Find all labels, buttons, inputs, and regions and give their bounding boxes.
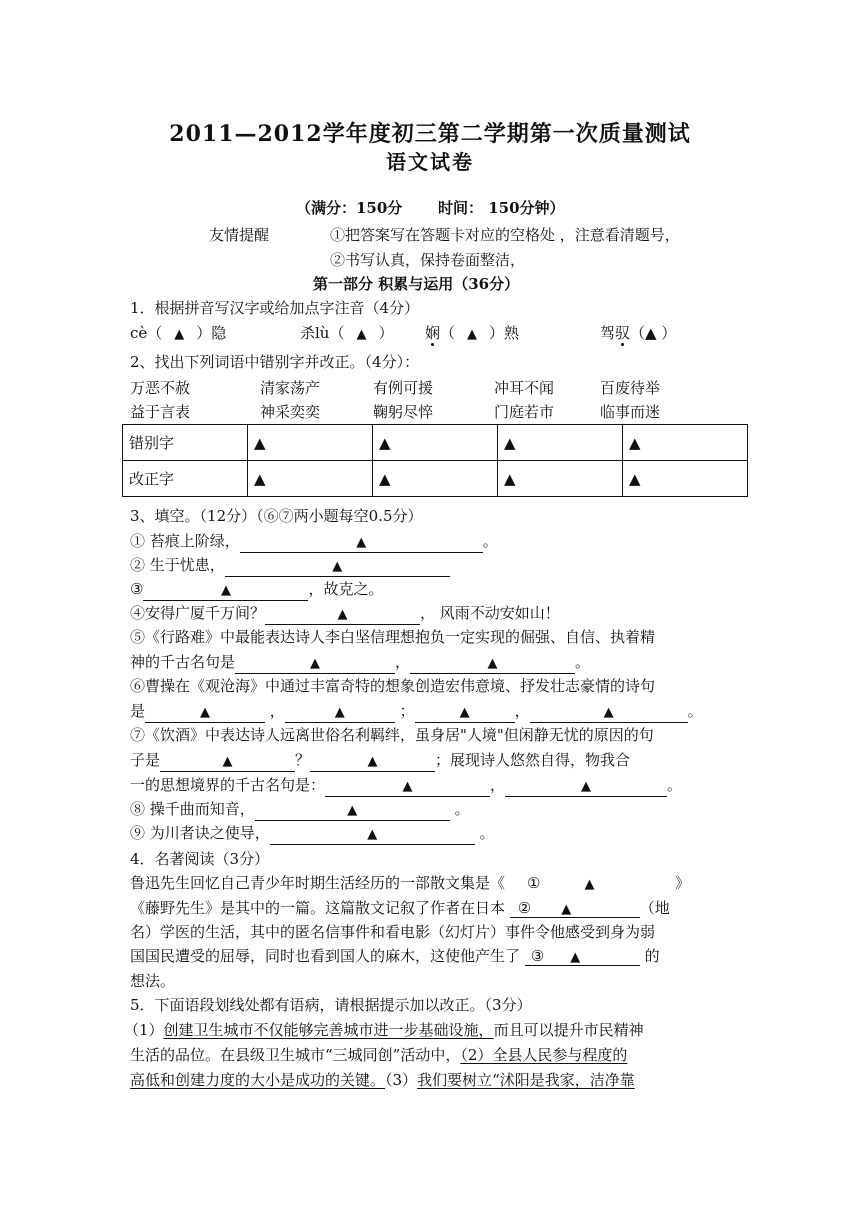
answer-mark: ▲ bbox=[467, 327, 478, 342]
answer-blank[interactable]: ▲ bbox=[235, 655, 395, 674]
q3-line-7c: 一的思想境界的千古名句是： ▲ ， ▲ 。 bbox=[130, 774, 682, 797]
answer-blank[interactable]: ▲ bbox=[145, 704, 265, 723]
q3-line-3: ③ ▲ ，故克之。 bbox=[130, 578, 383, 601]
exam-time: 时间： 150分钟） bbox=[438, 199, 565, 217]
q3-line-6a: ⑥曹操在《观沧海》中通过丰富奇特的想象创造宏伟意境、抒发壮志豪情的诗句 bbox=[130, 677, 656, 695]
q3-line-7a: ⑦《饮酒》中表达诗人远离世俗名利羁绊，虽身居"人境"但闲静无忧的原因的句 bbox=[130, 726, 654, 744]
answer-slot-2[interactable]: ② ▲ bbox=[510, 899, 640, 918]
answer-mark[interactable]: ▲ bbox=[623, 425, 748, 461]
q2-word: 临事而迷 bbox=[600, 403, 661, 421]
q3-line-1: ① 苔痕上阶绿， ▲ 。 bbox=[130, 530, 498, 553]
q3-line-8: ⑧ 操千曲而知音， ▲ 。 bbox=[130, 798, 470, 821]
q2-word: 冲耳不闻 bbox=[494, 379, 555, 397]
q4-line-4: 国国民遭受的屈辱，同时也看到国人的麻木，这使他产生了 ③ ▲ 的 bbox=[130, 947, 660, 965]
q3-line-9: ⑨ 为川者诀之使导， ▲ 。 bbox=[130, 822, 495, 845]
q2-word: 神采奕奕 bbox=[260, 403, 321, 421]
q2-word: 益于言表 bbox=[130, 403, 191, 421]
q3-line-5a: ⑤《行路难》中最能表达诗人李白坚信理想抱负一定实现的倔强、自信、执着精 bbox=[130, 628, 656, 646]
q3-line-6b: 是 ▲ ， ▲ ； ▲ ， ▲ 。 bbox=[130, 700, 703, 723]
q5-line-3: 高低和创建力度的大小是成功的关键。（3）我们要树立“沭阳是我家，洁净靠 bbox=[130, 1071, 635, 1089]
answer-mark[interactable]: ▲ bbox=[248, 425, 373, 461]
answer-blank[interactable]: ▲ bbox=[285, 704, 395, 723]
q3-prompt: 3、填空。（12分）（⑥⑦两小题每空0.5分） bbox=[130, 507, 423, 525]
q4-line-5: 想法。 bbox=[130, 972, 176, 990]
q2-word: 万恶不赦 bbox=[130, 379, 191, 397]
part1-heading: 第一部分 积累与运用（36分） bbox=[313, 275, 520, 293]
q1-prompt: 1．根据拼音写汉字或给加点字注音（4分） bbox=[130, 299, 420, 317]
q2-word: 百废待举 bbox=[600, 379, 661, 397]
row-label: 改正字 bbox=[123, 461, 248, 497]
answer-blank[interactable]: ▲ bbox=[225, 558, 450, 577]
q3-line-2: ② 生于忧患， ▲ bbox=[130, 554, 450, 577]
answer-blank[interactable]: ▲ bbox=[505, 778, 667, 797]
q4-prompt: 4．名著阅读（3分） bbox=[130, 850, 270, 868]
answer-blank[interactable]: ▲ bbox=[530, 704, 688, 723]
q4-line-2: 《藤野先生》是其中的一篇。这篇散文记叙了作者在日本 ② ▲ （地 bbox=[130, 899, 670, 917]
q1-item-3: 娴（ ▲ ）熟 bbox=[425, 322, 519, 346]
answer-slot-1: ① ▲ bbox=[527, 874, 595, 892]
tips-line-1: ①把答案写在答题卡对应的空格处 ，注意看清题号， bbox=[330, 226, 680, 244]
q2-word: 门庭若市 bbox=[494, 403, 555, 421]
answer-mark[interactable]: ▲ bbox=[623, 461, 748, 497]
q2-answer-table bbox=[122, 424, 748, 497]
answer-blank[interactable]: ▲ bbox=[255, 802, 450, 821]
answer-mark: ▲ bbox=[356, 327, 367, 342]
answer-blank[interactable]: ▲ bbox=[265, 606, 420, 625]
q1-item-4: 驾驭（▲ ） bbox=[600, 324, 677, 342]
answer-slot-3[interactable]: ③ ▲ bbox=[525, 947, 640, 966]
q4-line-1: 鲁迅先生回忆自己青少年时期生活经历的一部散文集是《 ① ▲ 》 bbox=[130, 872, 690, 896]
q1-item-2: 杀lù（ ▲ ） bbox=[300, 322, 393, 346]
q3-line-7b: 子是 ▲ ？ ▲ ；展现诗人悠然自得，物我合 bbox=[130, 749, 630, 772]
row-label: 错别字 bbox=[123, 425, 248, 461]
answer-blank[interactable]: ▲ bbox=[240, 534, 483, 553]
answer-blank[interactable]: ▲ bbox=[325, 778, 490, 797]
answer-mark[interactable]: ▲ bbox=[248, 461, 373, 497]
table-row bbox=[123, 425, 748, 461]
q5-prompt: 5．下面语段划线处都有语病，请根据提示加以改正。（3分） bbox=[130, 996, 532, 1014]
exam-title: 2011—2012学年度初三第二学期第一次质量测试 bbox=[169, 121, 691, 147]
answer-blank[interactable]: ▲ bbox=[415, 704, 515, 723]
q3-line-4: ④安得广厦千万间？ ▲ ， 风雨不动安如山！ bbox=[130, 602, 560, 625]
answer-mark[interactable]: ▲ bbox=[373, 461, 498, 497]
answer-mark[interactable]: ▲ bbox=[373, 425, 498, 461]
q2-word: 鞠躬尽悴 bbox=[373, 403, 434, 421]
answer-blank[interactable]: ▲ bbox=[160, 753, 295, 772]
answer-mark: ▲ bbox=[174, 327, 185, 342]
answer-blank[interactable]: ▲ bbox=[143, 582, 308, 601]
exam-subtitle: 语文试卷 bbox=[386, 150, 474, 174]
q2-prompt: 2、找出下列词语中错别字并改正。（4分）： bbox=[130, 353, 420, 371]
tips-label: 友情提醒 bbox=[209, 226, 270, 244]
answer-mark[interactable]: ▲ bbox=[498, 461, 623, 497]
answer-mark[interactable]: ▲ bbox=[498, 425, 623, 461]
q3-line-5b: 神的千古名句是 ▲ ， ▲ 。 bbox=[130, 651, 590, 674]
q5-line-1: （1）创建卫生城市不仅能够完善城市进一步基础设施，而且可以提升市民精神 bbox=[124, 1021, 644, 1039]
answer-blank[interactable]: ▲ bbox=[310, 753, 435, 772]
answer-blank[interactable]: ▲ bbox=[410, 655, 575, 674]
table-row bbox=[123, 461, 748, 497]
answer-blank[interactable]: ▲ bbox=[270, 826, 475, 845]
q2-word: 清家荡产 bbox=[260, 379, 321, 397]
tips-line-2: ②书写认真，保持卷面整洁， bbox=[330, 251, 526, 269]
q4-line-3: 名）学医的生活，其中的匿名信事件和看电影（幻灯片）事件令他感受到身为弱 bbox=[130, 923, 656, 941]
q2-word: 有例可援 bbox=[373, 379, 434, 397]
q1-item-1: cè（ ▲ ）隐 bbox=[130, 322, 226, 346]
q5-line-2: 生活的品位。在县级卫生城市“三城同创”活动中，（2）全县人民参与程度的 bbox=[130, 1046, 628, 1064]
full-score: （满分：150分 bbox=[296, 199, 403, 217]
